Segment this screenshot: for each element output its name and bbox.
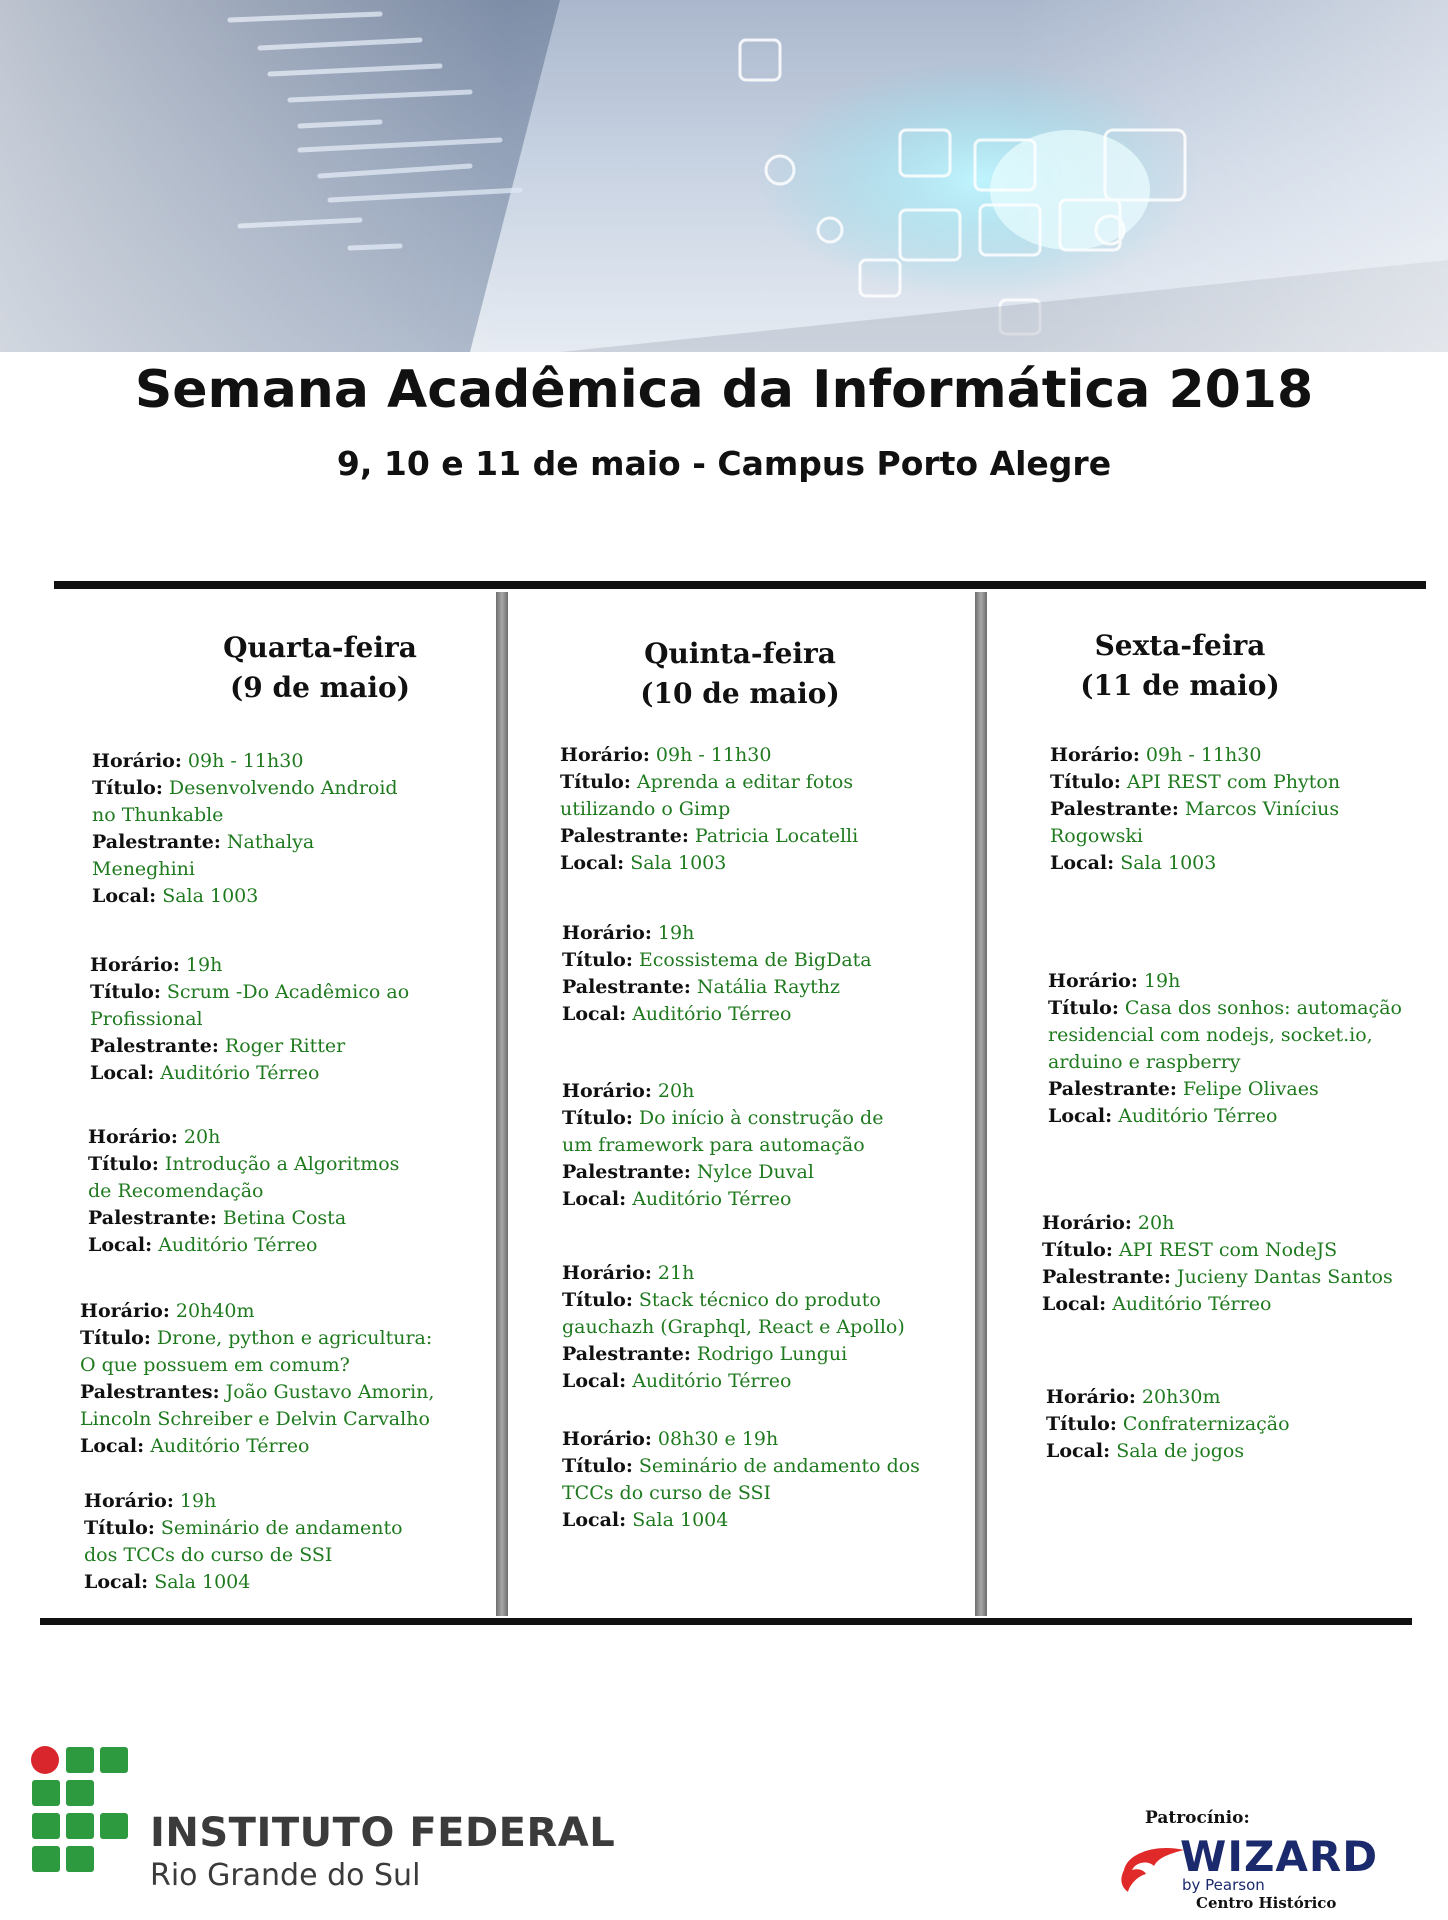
event-line: [1050, 823, 1448, 850]
event-field-label: Palestrantes:: [80, 1381, 220, 1403]
event-line: [90, 1033, 490, 1060]
event-line: [562, 1314, 962, 1341]
wizard-eagle-icon: [1118, 1840, 1188, 1894]
day-date: (11 de maio): [1080, 669, 1280, 702]
event-line: [562, 1078, 962, 1105]
event-field-value: O que possuem em comum?: [80, 1354, 350, 1376]
sponsor-unit: Centro Histórico: [1196, 1894, 1337, 1912]
day-weekday: Quinta-feira: [644, 637, 836, 670]
event-field-label: Local:: [84, 1571, 149, 1593]
event-field-label: Título:: [562, 1289, 633, 1311]
event-line: [562, 1260, 962, 1287]
event-item: [84, 1488, 484, 1596]
event-item: [1046, 1384, 1446, 1465]
event-line: [90, 1006, 490, 1033]
event-field-label: Horário:: [1050, 744, 1140, 766]
event-field-value: TCCs do curso de SSI: [562, 1482, 772, 1504]
event-line: [84, 1488, 484, 1515]
event-line: [1048, 1076, 1448, 1103]
day-date: (9 de maio): [230, 671, 410, 704]
event-field-label: Palestrante:: [88, 1207, 217, 1229]
event-line: [1046, 1411, 1446, 1438]
event-line: [92, 748, 492, 775]
event-field-label: Local:: [90, 1062, 155, 1084]
event-item: [90, 952, 490, 1087]
event-line: [562, 1159, 962, 1186]
event-line: [88, 1232, 488, 1259]
event-line: [562, 1341, 962, 1368]
event-field-label: Título:: [560, 771, 631, 793]
event-field-label: Título:: [92, 777, 163, 799]
event-item: [92, 748, 492, 910]
event-line: [92, 829, 492, 856]
event-field-label: Título:: [562, 1455, 633, 1477]
event-field-label: Horário:: [1046, 1386, 1136, 1408]
event-field-value: 21h: [651, 1262, 695, 1284]
page-subtitle: 9, 10 e 11 de maio - Campus Porto Alegre: [336, 444, 1112, 483]
event-field-value: Auditório Térreo: [626, 1003, 792, 1025]
event-line: [90, 952, 490, 979]
event-line: [1050, 742, 1448, 769]
event-field-value: Felipe Olivaes: [1176, 1078, 1319, 1100]
event-field-value: 09h - 11h30: [1139, 744, 1262, 766]
event-line: [560, 796, 960, 823]
event-line: [560, 769, 960, 796]
event-field-value: Seminário de andamento dos: [632, 1455, 920, 1477]
event-line: [1046, 1438, 1446, 1465]
event-line: [1042, 1264, 1442, 1291]
event-field-label: Título:: [562, 949, 633, 971]
day-date: (10 de maio): [640, 677, 840, 710]
event-field-value: João Gustavo Amorin,: [219, 1381, 435, 1403]
event-field-label: Horário:: [88, 1126, 178, 1148]
event-line: [80, 1406, 480, 1433]
event-item: [1050, 742, 1448, 877]
event-line: [88, 1124, 488, 1151]
event-field-value: utilizando o Gimp: [560, 798, 731, 820]
event-line: [1048, 968, 1448, 995]
event-field-value: no Thunkable: [92, 804, 224, 826]
event-field-value: 20h40m: [169, 1300, 255, 1322]
event-line: [562, 1287, 962, 1314]
event-field-label: Título:: [562, 1107, 633, 1129]
event-line: [80, 1352, 480, 1379]
event-field-value: 19h: [1137, 970, 1181, 992]
event-line: [1042, 1291, 1442, 1318]
event-field-label: Local:: [1048, 1105, 1113, 1127]
event-field-value: Sala 1003: [1114, 852, 1217, 874]
institution-subtitle: Rio Grande do Sul: [150, 1858, 421, 1893]
event-field-value: Auditório Térreo: [626, 1370, 792, 1392]
event-line: [84, 1542, 484, 1569]
event-field-value: Auditório Térreo: [626, 1188, 792, 1210]
event-line: [88, 1205, 488, 1232]
event-line: [80, 1433, 480, 1460]
event-field-label: Horário:: [1048, 970, 1138, 992]
event-line: [1048, 1022, 1448, 1049]
event-field-label: Horário:: [80, 1300, 170, 1322]
event-item: [1042, 1210, 1442, 1318]
day-weekday: Sexta-feira: [1094, 629, 1266, 662]
day-weekday: Quarta-feira: [223, 631, 417, 664]
event-field-value: Scrum -Do Acadêmico ao: [160, 981, 410, 1003]
event-line: [1042, 1237, 1442, 1264]
event-field-value: 08h30 e 19h: [651, 1428, 779, 1450]
event-field-label: Título:: [1050, 771, 1121, 793]
event-field-value: Sala 1003: [624, 852, 727, 874]
event-field-value: Nathalya: [220, 831, 315, 853]
event-field-value: Seminário de andamento: [154, 1517, 403, 1539]
event-field-label: Palestrante:: [1050, 798, 1179, 820]
event-field-label: Horário:: [1042, 1212, 1132, 1234]
event-line: [562, 947, 962, 974]
event-field-value: gauchazh (Graphql, React e Apollo): [562, 1316, 905, 1338]
event-field-value: Meneghini: [92, 858, 195, 880]
event-field-label: Local:: [88, 1234, 153, 1256]
event-field-label: Título:: [84, 1517, 155, 1539]
event-field-value: Drone, python e agricultura:: [150, 1327, 433, 1349]
event-field-label: Horário:: [560, 744, 650, 766]
event-field-value: Desenvolvendo Android: [162, 777, 398, 799]
event-line: [92, 802, 492, 829]
event-item: [80, 1298, 480, 1460]
event-line: [90, 979, 490, 1006]
event-field-value: um framework para automação: [562, 1134, 865, 1156]
event-line: [1048, 1103, 1448, 1130]
event-field-value: Introdução a Algoritmos: [158, 1153, 400, 1175]
event-item: [562, 1426, 962, 1534]
bottom-divider: [40, 1618, 1412, 1625]
event-line: [92, 856, 492, 883]
event-field-label: Título:: [90, 981, 161, 1003]
event-field-value: Sala 1003: [156, 885, 259, 907]
event-field-value: 19h: [173, 1490, 217, 1512]
event-field-value: Auditório Térreo: [152, 1234, 318, 1256]
event-line: [560, 850, 960, 877]
event-field-value: Sala 1004: [148, 1571, 251, 1593]
event-field-label: Palestrante:: [1048, 1078, 1177, 1100]
event-field-label: Local:: [562, 1188, 627, 1210]
event-line: [1050, 850, 1448, 877]
column-divider: [975, 592, 987, 1616]
event-field-label: Local:: [562, 1003, 627, 1025]
event-field-label: Horário:: [562, 1262, 652, 1284]
event-field-label: Horário:: [90, 954, 180, 976]
event-line: [560, 823, 960, 850]
event-field-value: residencial com nodejs, socket.io,: [1048, 1024, 1373, 1046]
event-line: [562, 1480, 962, 1507]
day-heading: [140, 628, 500, 708]
event-field-value: Marcos Vinícius: [1178, 798, 1340, 820]
event-field-label: Título:: [80, 1327, 151, 1349]
event-item: [562, 1078, 962, 1213]
header-banner-image: [0, 0, 1448, 352]
event-field-value: Roger Ritter: [218, 1035, 346, 1057]
event-line: [562, 1507, 962, 1534]
event-field-label: Título:: [1048, 997, 1119, 1019]
sponsor-by: by Pearson: [1182, 1876, 1265, 1894]
event-field-value: 20h: [651, 1080, 695, 1102]
event-field-value: 20h30m: [1135, 1386, 1221, 1408]
event-field-label: Local:: [1042, 1293, 1107, 1315]
event-field-label: Título:: [1042, 1239, 1113, 1261]
page-title: Semana Acadêmica da Informática 2018: [134, 360, 1314, 420]
event-field-value: 19h: [651, 922, 695, 944]
event-field-value: 09h - 11h30: [649, 744, 772, 766]
event-item: [560, 742, 960, 877]
event-field-label: Palestrante:: [560, 825, 689, 847]
event-item: [88, 1124, 488, 1259]
event-field-label: Palestrante:: [1042, 1266, 1171, 1288]
event-field-value: de Recomendação: [88, 1180, 264, 1202]
event-field-label: Palestrante:: [562, 976, 691, 998]
event-line: [562, 920, 962, 947]
institution-name: INSTITUTO FEDERAL: [150, 1810, 616, 1856]
event-field-value: API REST com NodeJS: [1112, 1239, 1338, 1261]
event-item: [562, 1260, 962, 1395]
event-field-value: Stack técnico do produto: [632, 1289, 881, 1311]
event-field-value: Auditório Térreo: [1106, 1293, 1272, 1315]
event-field-label: Palestrante:: [92, 831, 221, 853]
event-field-label: Título:: [1046, 1413, 1117, 1435]
event-line: [562, 1453, 962, 1480]
event-field-label: Horário:: [92, 750, 182, 772]
event-field-label: Horário:: [562, 1428, 652, 1450]
event-field-value: API REST com Phyton: [1120, 771, 1341, 793]
event-line: [1048, 1049, 1448, 1076]
event-field-label: Local:: [560, 852, 625, 874]
event-field-label: Palestrante:: [562, 1161, 691, 1183]
event-line: [562, 1186, 962, 1213]
day-heading: [1000, 626, 1360, 706]
event-field-value: Aprenda a editar fotos: [630, 771, 854, 793]
event-line: [562, 1132, 962, 1159]
event-field-label: Local:: [562, 1370, 627, 1392]
event-line: [80, 1379, 480, 1406]
event-line: [562, 974, 962, 1001]
event-line: [92, 883, 492, 910]
day-heading: [560, 634, 920, 714]
column-divider: [496, 592, 508, 1616]
event-field-label: Local:: [562, 1509, 627, 1531]
event-field-label: Local:: [92, 885, 157, 907]
event-field-value: Lincoln Schreiber e Delvin Carvalho: [80, 1408, 430, 1430]
event-field-value: dos TCCs do curso de SSI: [84, 1544, 333, 1566]
event-field-value: Auditório Térreo: [144, 1435, 310, 1457]
event-item: [1048, 968, 1448, 1130]
event-line: [88, 1151, 488, 1178]
event-field-value: 20h: [177, 1126, 221, 1148]
event-line: [1050, 769, 1448, 796]
event-line: [1050, 796, 1448, 823]
event-field-value: Profissional: [90, 1008, 203, 1030]
event-field-value: Sala 1004: [626, 1509, 729, 1531]
event-field-value: 09h - 11h30: [181, 750, 304, 772]
event-line: [562, 1105, 962, 1132]
event-field-label: Local:: [80, 1435, 145, 1457]
event-line: [84, 1569, 484, 1596]
event-line: [80, 1298, 480, 1325]
sponsor-name: WIZARD: [1180, 1832, 1379, 1881]
event-field-value: Nylce Duval: [690, 1161, 814, 1183]
event-field-value: Casa dos sonhos: automação: [1118, 997, 1402, 1019]
sponsor-label: Patrocínio:: [1145, 1808, 1250, 1828]
event-line: [92, 775, 492, 802]
event-line: [1046, 1384, 1446, 1411]
event-line: [84, 1515, 484, 1542]
event-field-label: Palestrante:: [562, 1343, 691, 1365]
event-field-value: arduino e raspberry: [1048, 1051, 1241, 1073]
event-field-label: Horário:: [84, 1490, 174, 1512]
event-field-value: Sala de jogos: [1110, 1440, 1245, 1462]
event-line: [1048, 995, 1448, 1022]
event-field-label: Título:: [88, 1153, 159, 1175]
event-line: [80, 1325, 480, 1352]
event-field-value: Betina Costa: [216, 1207, 347, 1229]
event-field-value: Auditório Térreo: [1112, 1105, 1278, 1127]
event-field-label: Horário:: [562, 1080, 652, 1102]
event-field-value: Rogowski: [1050, 825, 1143, 847]
event-field-label: Horário:: [562, 922, 652, 944]
event-line: [1042, 1210, 1442, 1237]
top-divider: [54, 581, 1426, 589]
event-field-value: Rodrigo Lungui: [690, 1343, 848, 1365]
event-field-value: 19h: [179, 954, 223, 976]
event-line: [562, 1368, 962, 1395]
event-field-value: Jucieny Dantas Santos: [1170, 1266, 1393, 1288]
event-field-value: Confraternização: [1116, 1413, 1290, 1435]
event-field-label: Local:: [1050, 852, 1115, 874]
event-line: [562, 1426, 962, 1453]
event-field-value: Auditório Térreo: [154, 1062, 320, 1084]
instituto-federal-logo: [30, 1745, 130, 1895]
event-line: [560, 742, 960, 769]
event-line: [88, 1178, 488, 1205]
event-field-label: Local:: [1046, 1440, 1111, 1462]
event-field-label: Palestrante:: [90, 1035, 219, 1057]
event-line: [562, 1001, 962, 1028]
event-field-value: Ecossistema de BigData: [632, 949, 872, 971]
event-line: [90, 1060, 490, 1087]
event-field-value: 20h: [1131, 1212, 1175, 1234]
event-field-value: Patricia Locatelli: [688, 825, 859, 847]
event-field-value: Do início à construção de: [632, 1107, 884, 1129]
event-item: [562, 920, 962, 1028]
event-field-value: Natália Raythz: [690, 976, 841, 998]
